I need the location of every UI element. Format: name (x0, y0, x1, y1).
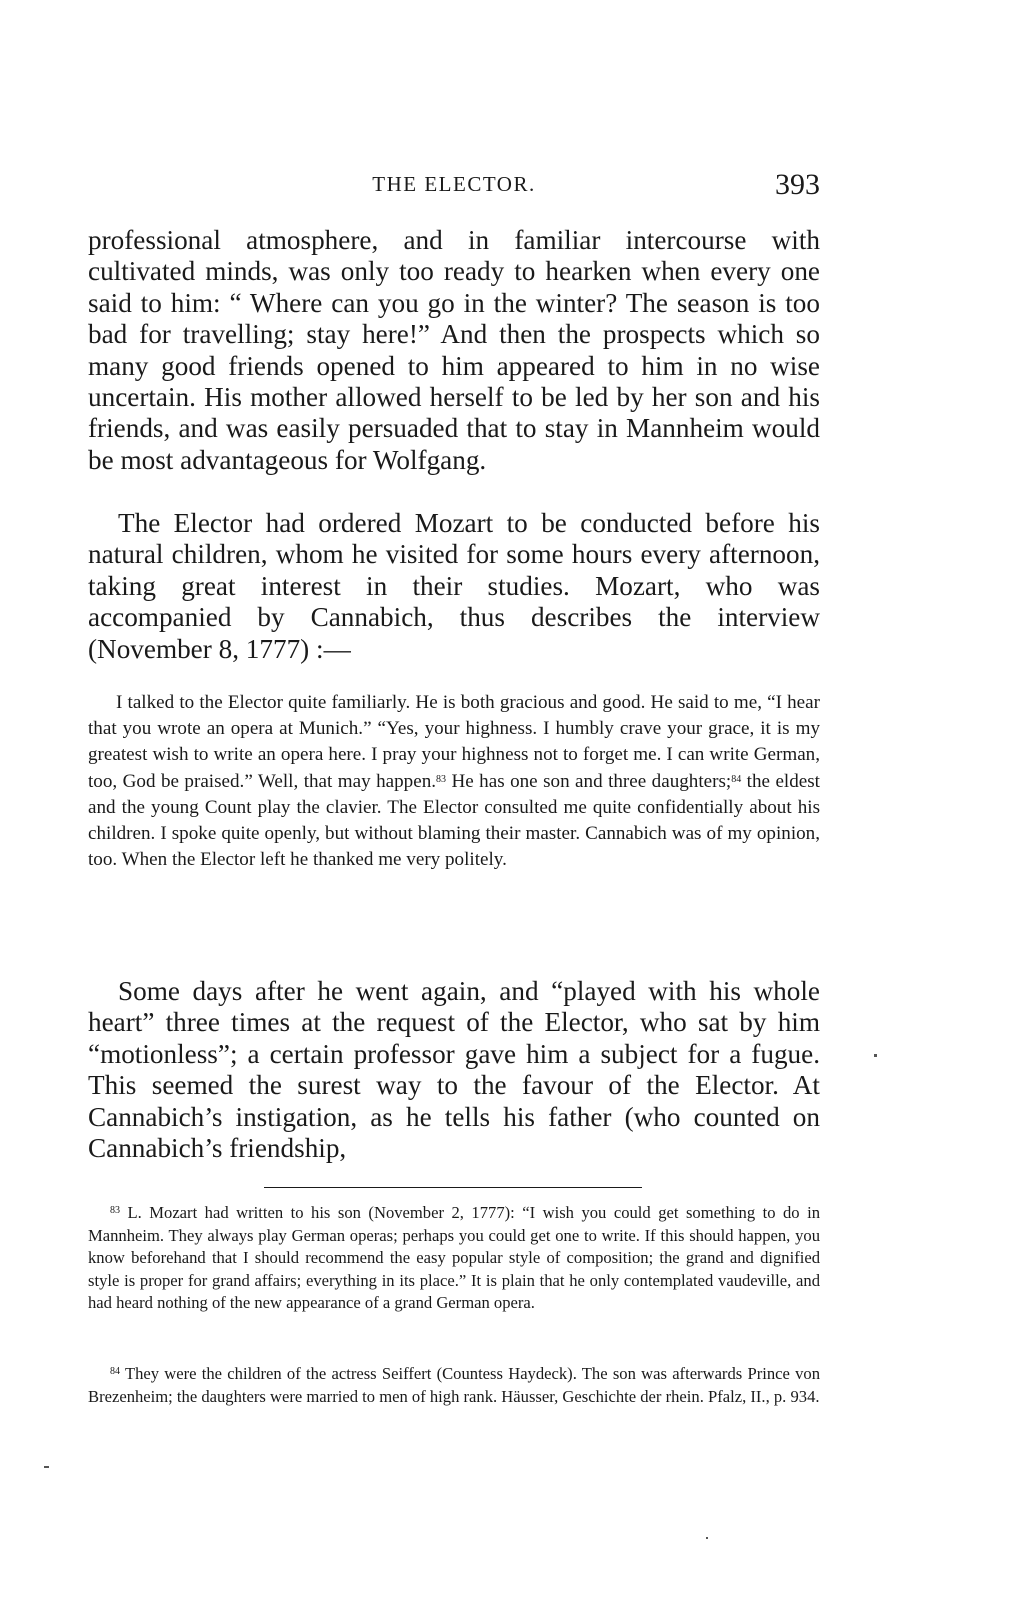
scan-speck-1 (874, 1054, 877, 1057)
scan-speck-2 (44, 1466, 49, 1468)
footnote-text-83: L. Mozart had written to his son (November 2, 1777): “I wish you could get something to do in Mannheim. They always play German operas; perhaps you could get one to write. If this should happen, you know beforehand that I should recommend the easy popular style of composition; the grand and dignified style is proper for grand affairs; everything in its place.” It is plain that he only contemplated vaudeville, and had heard nothing of the new appearance of a grand German opera. (88, 1203, 820, 1313)
letter-quote (88, 690, 820, 873)
scan-speck-3 (706, 1537, 708, 1539)
footnote-83 (88, 1202, 820, 1315)
footnote-marker-83: 83 (110, 1205, 120, 1216)
footnote-ref-84: 84 (731, 773, 742, 785)
page-header (88, 168, 820, 212)
quote-part-2: He has one son and three daughters; (446, 770, 732, 792)
paragraph-1: professional atmosphere, and in familiar intercourse with cultivated minds, was only too ready to hearken when every one said to him: “ Where can you go in the winter? The season is too bad for travelling; stay here!” And then the prospects which so many good friends opened to him appeared to him in no wise uncertain. His mother allowed herself to be led by her son and his friends, and was easily persuaded that to stay in Mannheim would be most advantageous for Wolfgang. (88, 225, 820, 475)
footnote-ref-83: 83 (436, 773, 447, 785)
footnote-text-84: They were the children of the actress Seiffert (Countess Haydeck). The son was afterwards Prince von Brezenheim; the daughters were married to men of high rank. Häusser, Geschichte der rhein. Pfalz, II., p. 934. (88, 1364, 820, 1406)
paragraph-3: Some days after he went again, and “played with his whole heart” three times at the request of the Elector, who sat by him “motionless”; a certain professor gave him a subject for a fugue. This seemed the surest way to the favour of the Elector. At Cannabich’s instigation, as he tells his father (who counted on Cannabich’s friendship, (88, 976, 820, 1164)
footnote-rule (264, 1187, 642, 1188)
running-title: THE ELECTOR. (372, 172, 536, 196)
quote-part-3: the eldest and the young Count play the clavier. The Elector consulted me quite confidentially about his children. I spoke quite openly, but without blaming their master. Cannabich was of my opinion, too. When the Elector left he thanked me very politely. (88, 770, 820, 871)
quote-part-1: I talked to the Elector quite familiarly. He is both gracious and good. He said to me, “I hear that you wrote an opera at Munich.” “Yes, your highness. I humbly crave your grace, it is my greatest wish to write an opera here. I pray your highness not to forget me. I can write German, too, God be praised.” Well, that may happen. (88, 692, 820, 792)
footnote-84 (88, 1363, 820, 1408)
paragraph-2: The Elector had ordered Mozart to be conducted before his natural children, whom he visited for some hours every afternoon, taking great interest in their studies. Mozart, who was accompanied by Cannabich, thus describes the interview (November 8, 1777) :— (88, 508, 820, 664)
page-number: 393 (775, 168, 820, 201)
footnote-marker-84: 84 (110, 1366, 120, 1377)
